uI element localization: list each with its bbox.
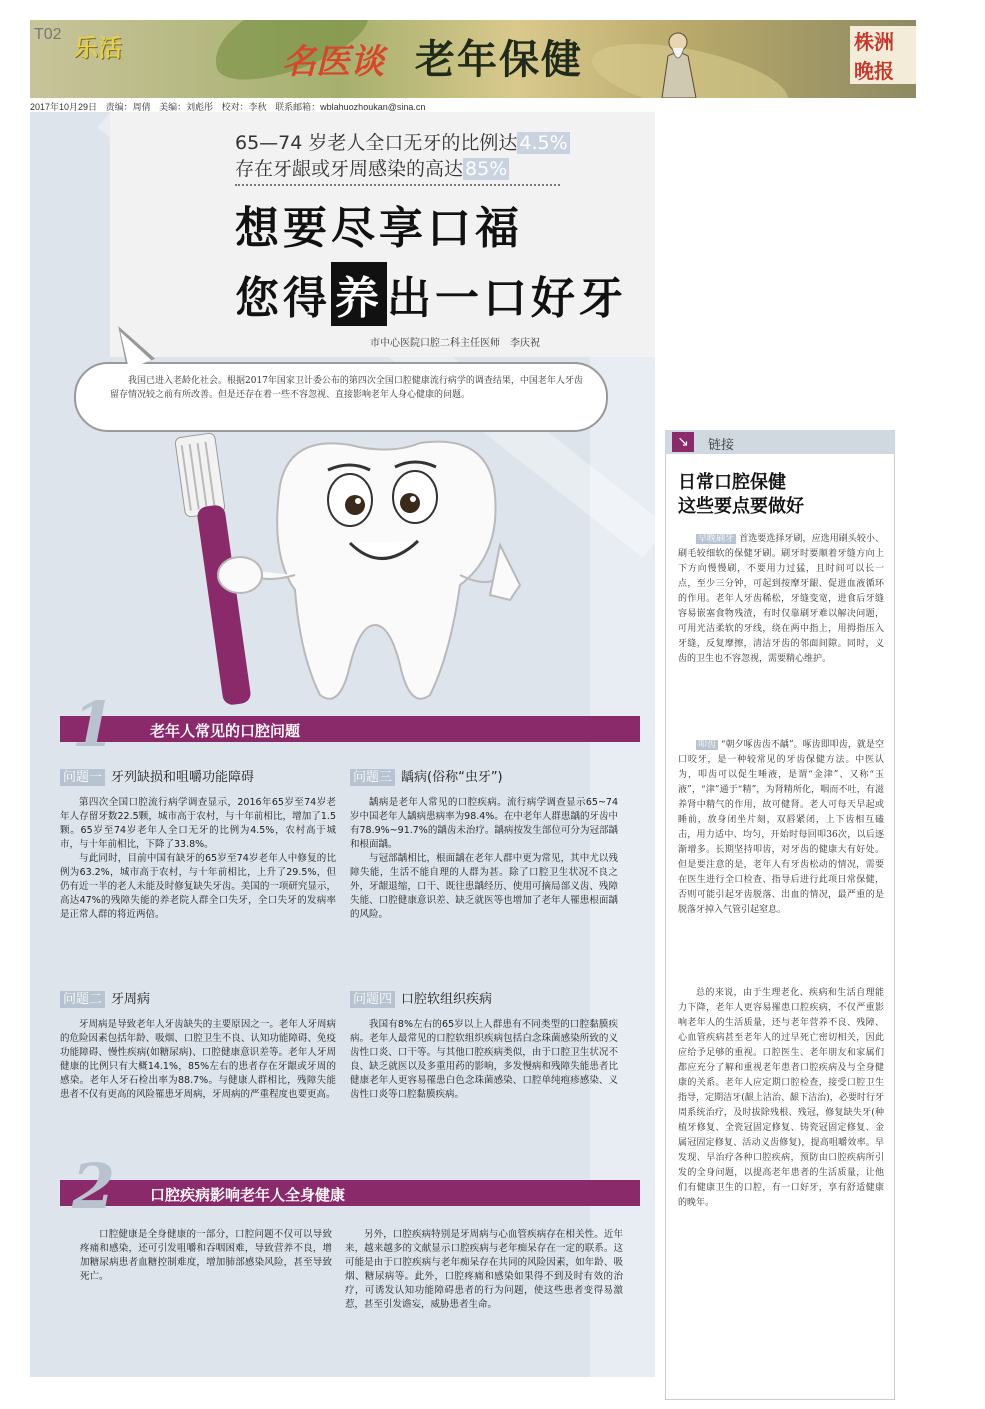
section-1-title: 老年人常见的口腔问题 <box>150 722 301 740</box>
section-1-number: 1 <box>72 688 116 761</box>
section-logo: 乐活 <box>74 33 122 62</box>
paragraph: 牙周病是导致老年人牙齿缺失的主要原因之一。老年人牙周病的危险因素包括年龄、吸烟、口腔卫生不良、认知功能障碍、免疫功能障碍、慢性疾病(如糖尿病)、口腔健康意识差等。老年人牙周健康的比例只有大概14.1%，85%左右的患者存在牙龈或牙周的感染。老年人牙石检出率为88.7%。与健康人群相比，残障失能患者不仅有更高的风险罹患牙周病，牙周病的严重程度也要更高。 <box>60 1019 336 1100</box>
question-3-heading <box>350 766 503 785</box>
section-2-banner <box>60 1180 640 1206</box>
sidebar-summary <box>678 986 884 1211</box>
section-2-body-left <box>80 1228 332 1284</box>
question-4-title: 口腔软组织疾病 <box>401 992 493 1007</box>
subheadline-2 <box>235 154 509 181</box>
section-1-banner <box>60 716 640 742</box>
editor-credit: 责编：周倩 <box>105 102 151 112</box>
paragraph: 另外，口腔疾病特别是牙周病与心血管疾病存在相关性。近年来，越来越多的文献显示口腔疾病与老年痴呆存在一定的联系。这可能是由于口腔疾病与老年痴呆存在共同的风险因素，如年龄、吸烟、糖尿病等。此外，口腔疼痛和感染如果得不到及时有效的治疗，可诱发认知功能障碍患者的行为问题，使这些患者变得易激惹，甚至引发谵妄，威胁患者生命。 <box>345 1229 623 1310</box>
paragraph: 与此同时，目前中国有缺牙的65岁至74岁老年人中修复的比例为63.2%，城市高于农村，与十年前相比，上升了29.5%，但仍有近一半的老人未能及时修复缺失牙齿。美国的一项研究显示，高达47%的残障失能的养老院人群全口失牙，全口失牙的发病率是正常人群的将近两倍。 <box>60 853 336 920</box>
question-4-heading <box>350 988 492 1007</box>
question-1-tag: 问题一 <box>60 769 105 786</box>
tip-2-text: “朝夕啄齿齿不龋”。啄齿即叩齿，就是空口咬牙，是一种较常见的牙齿保健方法。中医认为，叩齿可以促生唾液，是谓“金津”、又称“玉液”，“津”通于“精”，为肾精所化，咽而不吐，有滋养肾中精气的作用，故可健肾。老人可每天早起或睡前，放身闭坐片刻，双唇紧闭，上下齿相互磕击，用力适中、均匀，开始时每回叩36次，以后逐渐增多。长期坚持叩齿，对牙齿的健康大有好处。但是要注意的是，老年人有牙齿松动的情况，需要在医生进行全口检查、指导后进行此项日常保健，否则可能引起牙齿脱落、出血的情况，最严重的是脱落牙掉入气管引起窒息。 <box>678 740 884 915</box>
sidebar-tip-1 <box>678 532 884 667</box>
paragraph: 与冠部龋相比，根面龋在老年人群中更为常见，其中尤以残障失能，生活不能自理的人群为甚。除了口腔卫生状况不良之外，牙龈退缩，口干、既往患龋经历、使用可摘局部义齿、残障失能、口腔健康意识差、缺乏就医等也增加了老年人罹患根面龋的风险。 <box>350 853 618 920</box>
intro-text: 我国已进入老龄化社会。根据2017年国家卫计委公布的第四次全国口腔健康流行病学的调查结果，中国老年人牙齿留存情况较之前有所改善。但是还存在着一些不容忽视、直接影响老年人身心健康的问题。 <box>110 376 583 400</box>
question-4-body <box>350 1018 618 1102</box>
arrow-icon: ↘ <box>672 432 694 452</box>
newspaper-name: 株洲晚报 <box>850 26 916 84</box>
title-part-b: 出一口好牙 <box>387 273 627 324</box>
sage-illustration <box>650 28 706 98</box>
question-3-tag: 问题三 <box>350 769 395 786</box>
subheadline-2-number: 85% <box>465 158 508 180</box>
sidebar-title-line2: 这些要点要做好 <box>678 496 804 517</box>
proof-credit: 校对：李秋 <box>221 102 267 112</box>
subheadline-1-text: 65—74 岁老人全口无牙的比例达 <box>235 132 518 154</box>
title-highlight-char: 养 <box>331 262 387 326</box>
column-title-prefix: 名医谈 <box>282 42 384 82</box>
subheadline-1 <box>235 128 570 155</box>
question-4-tag: 问题四 <box>350 991 395 1008</box>
subheadline-2-text: 存在牙龈或牙周感染的高达 <box>235 158 464 180</box>
tip-1-tag: 早晚刷牙 <box>698 534 735 544</box>
question-2-tag: 问题二 <box>60 991 105 1008</box>
page-code: T02 <box>34 26 62 43</box>
tip-2-tag: 叩齿 <box>698 740 717 750</box>
title-part-a: 您得 <box>235 273 331 324</box>
tip-1-text: 首选要选择牙刷，应选用刷头较小、刷毛较细软的保健牙刷。刷牙时要顺着牙缝方向上下方向慢慢刷，不要用力过猛，且时间可以长一点，至少三分钟，可起到按摩牙龈、促进血液循环的作用。老年人牙齿稀松，牙缝变宽，进食后牙缝容易嵌塞食物残渣，有时仅靠刷牙难以解决问题，可用光洁柔软的牙线，绕在两中指上，用拇指压入牙缝，反复摩擦，清洁牙齿的邻面间隙。同时，义齿的卫生也不容忽视，需要精心维护。 <box>678 534 884 664</box>
headline-title-line1: 想要尽享口福 <box>235 203 523 254</box>
paragraph: 龋病是老年人常见的口腔疾病。流行病学调查显示65~74岁中国老年人龋病患病率为98.4%。在中老年人群患龋的牙齿中有78.9%~91.7%的龋齿未治疗。龋病按发生部位可分为冠部龋和根面龋。 <box>350 797 618 850</box>
section-2-body-right <box>345 1228 623 1312</box>
link-header-bar <box>665 430 895 454</box>
sidebar-tip-2 <box>678 738 884 918</box>
paragraph: 我国有8%左右的65岁以上人群患有不同类型的口腔黏膜疾病。老年人最常见的口腔软组织疾病包括白念珠菌感染所致的义齿性口炎、口干等。与其他口腔疾病类似，由于口腔卫生状况不良、缺乏就医以及多重用药的影响，多发慢病和残障失能患者比健康老年人更容易罹患白色念珠菌感染、口腔单纯疱疹感染、义齿性口炎等口腔黏膜疾病。 <box>350 1019 618 1100</box>
headline-divider <box>235 184 560 186</box>
question-2-body <box>60 1018 336 1102</box>
summary-text: 总的来说，由于生理老化、疾病和生活自理能力下降，老年人更容易罹患口腔疾病，不仅严重影响老年人的生活质量，还与老年营养不良、残障、心血管疾病甚至老年人的过早死亡密切相关，因此应给予足够的重视。口腔医生、老年朋友和家属们都应充分了解和重视老年患者口腔疾病及与全身健康的关系。老年人应定期口腔检查，接受口腔卫生指导，定期洁牙(龈上洁治、龈下洁治)，必要时行牙周系统治疗，及时拔除残根、残冠，修复缺失牙(种植牙修复、全瓷冠固定修复、铸瓷冠固定修复、金属冠固定修复、活动义齿修复)，提高咀嚼效率。早发现、早治疗各种口腔疾病，预防由口腔疾病所引发的全身问题，以提高老年患者的生活质量，让他们有健康卫生的口腔，有一口好牙，享有舒适健康的晚年。 <box>678 988 884 1208</box>
question-1-title: 牙列缺损和咀嚼功能障碍 <box>111 770 255 785</box>
subheadline-1-number: 4.5% <box>519 132 568 154</box>
tooth-mascot-illustration <box>160 425 580 715</box>
question-1-body <box>60 796 336 922</box>
contact-email: 联系邮箱：wblahuozhoukan@sina.cn <box>275 102 426 112</box>
link-label: 链接 <box>708 438 735 453</box>
column-title: 老年保健 <box>415 36 583 83</box>
paragraph: 第四次全国口腔流行病学调查显示，2016年65岁至74岁老年人存留牙数22.5颗，城市高于农村，与十年前相比，增加了1.5颗。65岁至74岁老年人全口无牙的比例为4.5%，农村高于城市，与十年前相比，下降了33.8%。 <box>60 797 336 850</box>
header-banner <box>30 20 916 98</box>
paragraph: 口腔健康是全身健康的一部分，口腔问题不仅可以导致疼痛和感染，还可引发咀嚼和吞咽困难，导致营养不良，增加糖尿病患者血糖控制难度，增加肺部感染风险，甚至导致死亡。 <box>80 1229 332 1282</box>
question-1-heading <box>60 766 254 785</box>
section-2-number: 2 <box>72 1150 116 1223</box>
designer-credit: 美编：刘彪彤 <box>159 102 214 112</box>
question-2-title: 牙周病 <box>111 992 151 1007</box>
question-3-title: 龋病(俗称“虫牙”) <box>401 770 503 785</box>
section-2-title: 口腔疾病影响老年人全身健康 <box>150 1186 346 1204</box>
sidebar-title-line1: 日常口腔保健 <box>678 472 786 493</box>
issue-date: 2017年10月29日 <box>30 102 98 112</box>
headline-title-line2 <box>235 262 627 326</box>
question-2-heading <box>60 988 150 1007</box>
question-3-body <box>350 796 618 922</box>
author-byline: 市中心医院口腔二科主任医师 李庆祝 <box>370 338 540 349</box>
